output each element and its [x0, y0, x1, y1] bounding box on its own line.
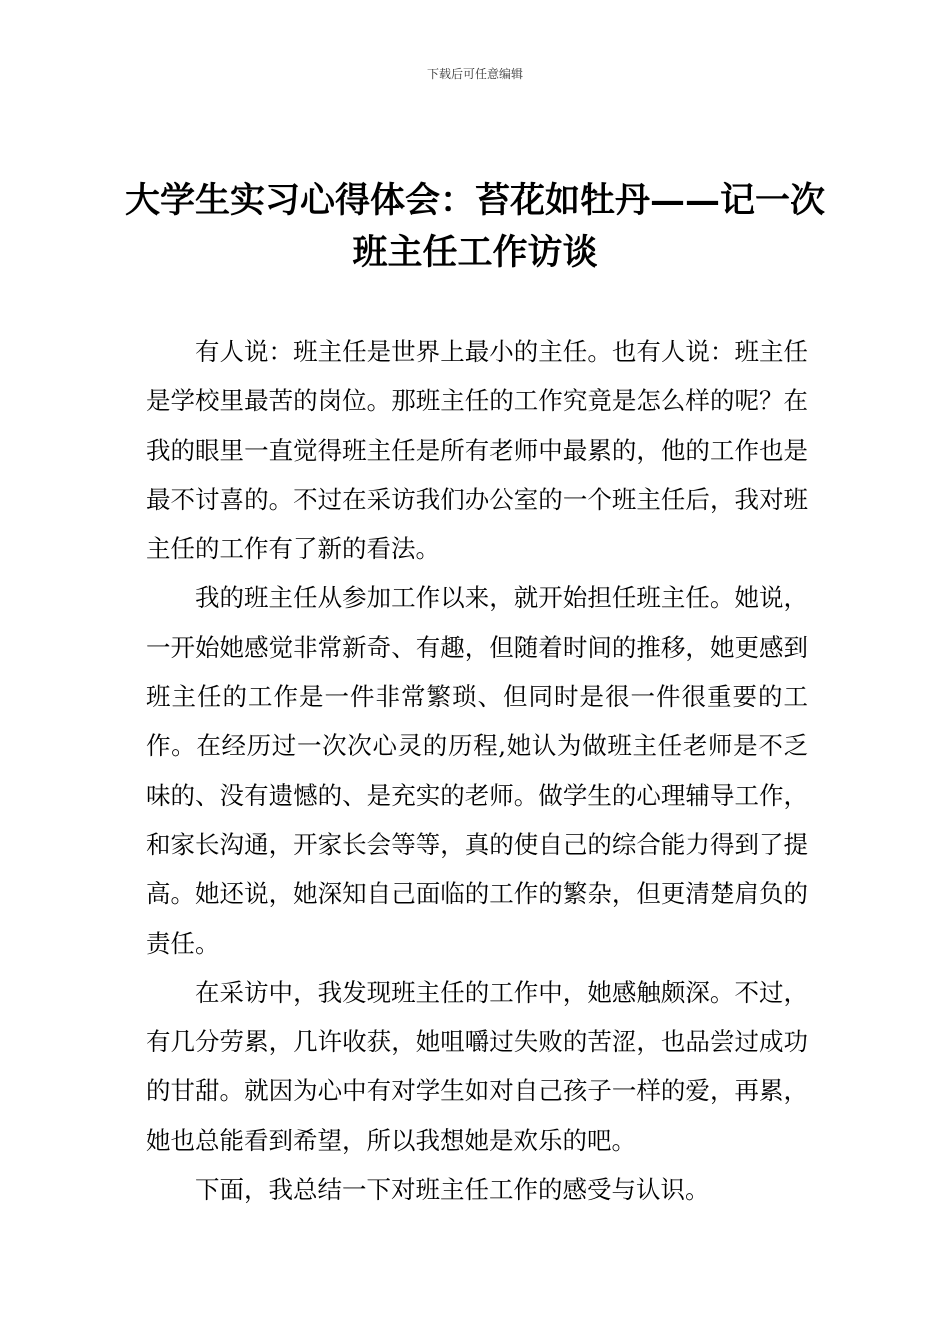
paragraph: 下面，我总结一下对班主任工作的感受与认识。 [195, 1175, 710, 1205]
paragraph: 在采访中，我发现班主任的工作中，她感触颇深。不过，有几分劳累，几许收获，她咀嚼过失败的苦涩，也品尝过成功的甘甜。就因为心中有对学生如对自己孩子一样的爱，再累，她也总能看到希望，所以我想她是欢乐的吧。 [146, 977, 808, 1155]
document-body [146, 327, 808, 1214]
paragraph: 我的班主任从参加工作以来，就开始担任班主任。她说，一开始她感觉非常新奇、有趣，但随着时间的推移，她更感到班主任的工作是一件非常繁琐、但同时是很一件很重要的工作。在经历过一次次心灵的历程,她认为做班主任老师是不乏味的、没有遗憾的、是充实的老师。做学生的心理辅导工作，和家长沟通，开家长会等等，真的使自己的综合能力得到了提高。她还说，她深知自己面临的工作的繁杂，但更清楚肩负的责任。 [146, 583, 808, 958]
download-note: 下载后可任意编辑 [426, 67, 523, 81]
document-title: 大学生实习心得体会：苔花如牡丹——记一次班主任工作访谈 [124, 180, 825, 273]
paragraph: 有人说：班主任是世界上最小的主任。也有人说：班主任是学校里最苦的岗位。那班主任的工作究竟是怎么样的呢？在我的眼里一直觉得班主任是所有老师中最累的，他的工作也是最不讨喜的。不过在采访我们办公室的一个班主任后，我对班主任的工作有了新的看法。 [146, 337, 808, 564]
